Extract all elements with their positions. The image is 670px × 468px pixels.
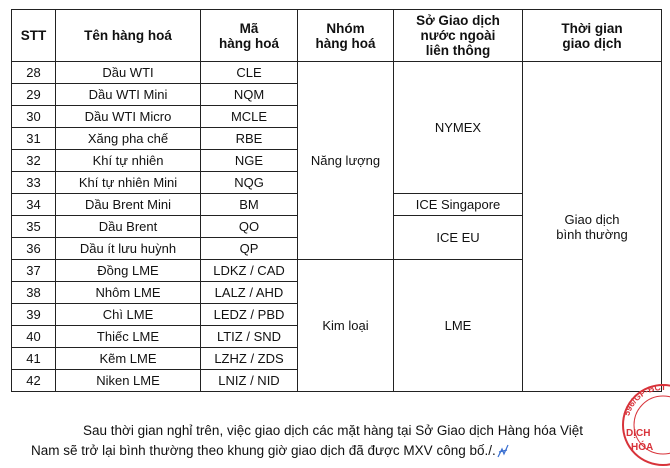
header-exchange bbox=[394, 10, 523, 62]
cell-stt: 34 bbox=[12, 194, 56, 216]
cell-stt: 42 bbox=[12, 370, 56, 392]
cell-stt: 37 bbox=[12, 260, 56, 282]
cell-stt: 29 bbox=[12, 84, 56, 106]
cell-exchange-lme: LME bbox=[394, 260, 523, 392]
footer-note bbox=[31, 421, 661, 461]
header-exchange-line: Sở Giao dịch bbox=[416, 13, 500, 28]
cell-stt: 41 bbox=[12, 348, 56, 370]
note-line-1: Sau thời gian nghỉ trên, việc giao dịch các mặt hàng tại Sở Giao dịch Hàng hóa Việt bbox=[83, 423, 584, 438]
cell-code: LNIZ / NID bbox=[201, 370, 298, 392]
stamp-text-top: 596/GP-BCT bbox=[621, 382, 667, 417]
cell-name: Dầu WTI bbox=[56, 62, 201, 84]
signature-mark bbox=[496, 443, 510, 459]
stamp-text-mid: DỊCH bbox=[626, 428, 651, 439]
cell-name: Nhôm LME bbox=[56, 282, 201, 304]
cell-name: Đồng LME bbox=[56, 260, 201, 282]
cell-code: LTIZ / SND bbox=[201, 326, 298, 348]
cell-code: MCLE bbox=[201, 106, 298, 128]
header-time-line: giao dịch bbox=[562, 35, 622, 51]
svg-text:596/GP-BCT bbox=[621, 382, 667, 417]
cell-stt: 31 bbox=[12, 128, 56, 150]
cell-group-energy: Năng lượng bbox=[298, 62, 394, 260]
commodity-table bbox=[11, 9, 662, 392]
cell-name: Dầu Brent Mini bbox=[56, 194, 201, 216]
cell-code: LDKZ / CAD bbox=[201, 260, 298, 282]
header-stt: STT bbox=[12, 10, 56, 62]
cell-code: BM bbox=[201, 194, 298, 216]
table-header-row bbox=[12, 10, 662, 62]
cell-code: QO bbox=[201, 216, 298, 238]
cell-code: LEDZ / PBD bbox=[201, 304, 298, 326]
cell-stt: 35 bbox=[12, 216, 56, 238]
cell-name: Dầu Brent bbox=[56, 216, 201, 238]
cell-name: Chì LME bbox=[56, 304, 201, 326]
cell-name: Thiếc LME bbox=[56, 326, 201, 348]
header-code bbox=[201, 10, 298, 62]
trading-time-line: bình thường bbox=[556, 226, 628, 242]
cell-exchange-nymex: NYMEX bbox=[394, 62, 523, 194]
header-exchange-line: nước ngoài bbox=[420, 28, 496, 43]
cell-stt: 40 bbox=[12, 326, 56, 348]
cell-stt: 30 bbox=[12, 106, 56, 128]
cell-exchange-ice-singapore: ICE Singapore bbox=[394, 194, 523, 216]
cell-code: CLE bbox=[201, 62, 298, 84]
header-group bbox=[298, 10, 394, 62]
note-line-2 bbox=[31, 441, 661, 461]
note-line-2-text: Nam sẽ trở lại bình thường theo khung giờ giao dịch đã được MXV công bố./. bbox=[31, 443, 496, 458]
cell-code: LALZ / AHD bbox=[201, 282, 298, 304]
cell-name: Dầu ít lưu huỳnh bbox=[56, 238, 201, 260]
header-exchange-line: liên thông bbox=[425, 43, 491, 58]
cell-stt: 38 bbox=[12, 282, 56, 304]
cell-stt: 36 bbox=[12, 238, 56, 260]
cell-code: QP bbox=[201, 238, 298, 260]
header-code-line: hàng hoá bbox=[219, 35, 279, 51]
cell-trading-time bbox=[523, 62, 662, 392]
header-time-line: Thời gian bbox=[561, 20, 623, 36]
cell-stt: 28 bbox=[12, 62, 56, 84]
cell-code: RBE bbox=[201, 128, 298, 150]
cell-exchange-ice-eu: ICE EU bbox=[394, 216, 523, 260]
header-group-line: Nhóm bbox=[326, 20, 365, 36]
header-code-line: Mã bbox=[239, 20, 259, 36]
cell-code: NQG bbox=[201, 172, 298, 194]
cell-stt: 32 bbox=[12, 150, 56, 172]
cell-name: Dầu WTI Mini bbox=[56, 84, 201, 106]
stamp-text-bottom: HÓA bbox=[631, 442, 654, 453]
header-time bbox=[523, 10, 662, 62]
cell-stt: 33 bbox=[12, 172, 56, 194]
cell-code: NGE bbox=[201, 150, 298, 172]
table-row bbox=[12, 62, 662, 84]
cell-group-metal: Kim loại bbox=[298, 260, 394, 392]
header-name: Tên hàng hoá bbox=[56, 10, 201, 62]
cell-name: Kẽm LME bbox=[56, 348, 201, 370]
cell-stt: 39 bbox=[12, 304, 56, 326]
cell-code: NQM bbox=[201, 84, 298, 106]
header-group-line: hàng hoá bbox=[315, 35, 376, 51]
cell-name: Khí tự nhiên bbox=[56, 150, 201, 172]
cell-name: Khí tự nhiên Mini bbox=[56, 172, 201, 194]
official-stamp bbox=[620, 382, 670, 468]
cell-name: Xăng pha chế bbox=[56, 128, 201, 150]
cell-name: Dầu WTI Micro bbox=[56, 106, 201, 128]
trading-time-line: Giao dịch bbox=[564, 211, 620, 227]
cell-name: Niken LME bbox=[56, 370, 201, 392]
cell-code: LZHZ / ZDS bbox=[201, 348, 298, 370]
